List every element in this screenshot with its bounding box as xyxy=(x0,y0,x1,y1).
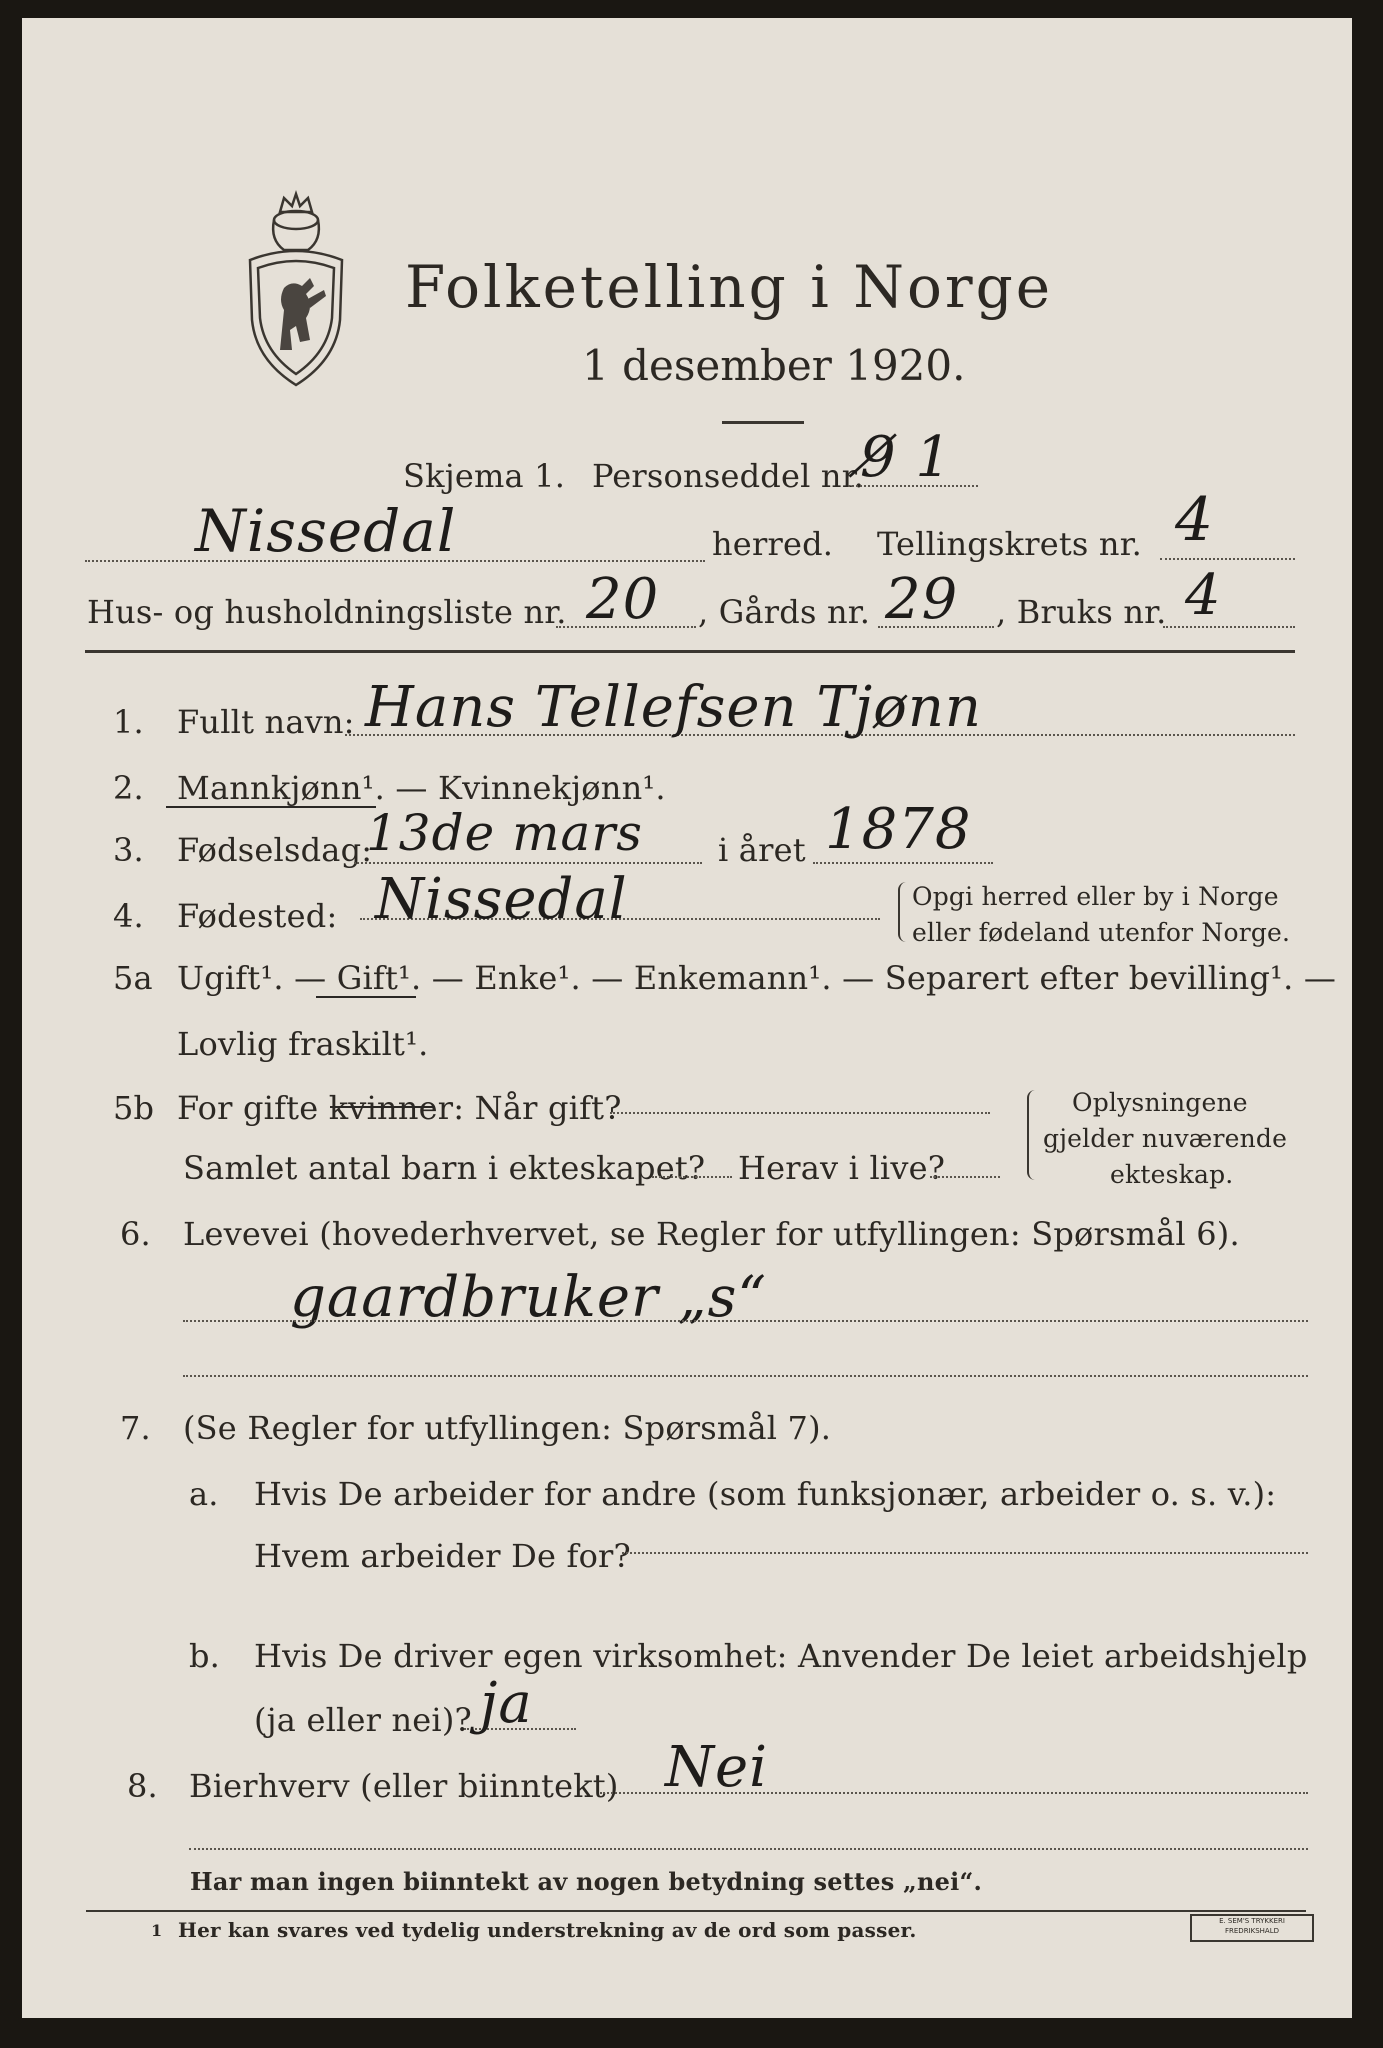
bruks-line[interactable] xyxy=(1163,626,1295,628)
q5b-note-line3: ekteskap. xyxy=(1110,1160,1234,1189)
q4-note-brace xyxy=(898,882,910,942)
q5b-line1: For gifte kvinner: Når gift? xyxy=(177,1089,622,1127)
q7-label: (Se Regler for utfyllingen: Spørsmål 7). xyxy=(183,1409,832,1447)
form-title: Folketelling i Norge xyxy=(405,253,1054,321)
q5b-barn-line[interactable] xyxy=(652,1176,732,1178)
q2-number: 2. xyxy=(113,769,144,807)
q7a-letter: a. xyxy=(189,1475,219,1513)
q4-label: Fødested: xyxy=(177,897,338,935)
q8-label: Bierhverv (eller biinntekt) xyxy=(189,1767,619,1805)
tellingskrets-value: 4 xyxy=(1175,485,1215,555)
q3-day-answer: 13de mars xyxy=(366,804,643,862)
q5b-live-line[interactable] xyxy=(930,1176,1000,1178)
q5b-line2a: Samlet antal barn i ekteskapet? xyxy=(183,1149,706,1187)
q4-note-line2: eller fødeland utenfor Norge. xyxy=(912,918,1291,947)
husholdning-label: Hus- og husholdningsliste nr. xyxy=(87,593,567,631)
q4-note-line1: Opgi herred eller by i Norge xyxy=(912,882,1279,911)
q3-year-line[interactable] xyxy=(813,862,993,864)
footer-divider xyxy=(86,1910,1306,1912)
q7a-line2: Hvem arbeider De for? xyxy=(254,1537,631,1575)
q5a-line2: Lovlig fraskilt¹. xyxy=(177,1025,429,1063)
q5b-note-brace xyxy=(1027,1090,1039,1180)
q2-label: Mannkjønn¹. — Kvinnekjønn¹. xyxy=(177,769,666,807)
q5b-note-line1: Oplysningene xyxy=(1072,1088,1248,1117)
gards-label: , Gårds nr. xyxy=(698,593,871,631)
q5b-number: 5b xyxy=(113,1089,155,1127)
q5a-gift-underline xyxy=(316,996,416,998)
q6-label: Levevei (hovederhvervet, se Regler for utfyllingen: Spørsmål 6). xyxy=(183,1215,1240,1253)
q3-day-line[interactable] xyxy=(354,862,702,864)
q8-number: 8. xyxy=(127,1767,158,1805)
q1-label: Fullt navn: xyxy=(177,703,355,741)
q8-answer: Nei xyxy=(665,1735,769,1800)
tellingskrets-line[interactable] xyxy=(1160,558,1295,560)
q6-number: 6. xyxy=(120,1215,151,1253)
herred-line[interactable] xyxy=(85,560,705,562)
q5b-kvinner-strike xyxy=(330,1106,435,1108)
q4-answer: Nissedal xyxy=(375,867,628,932)
herred-value: Nissedal xyxy=(195,497,457,565)
q2-mannkjonn-underline xyxy=(166,806,376,808)
footnote-marker: 1 xyxy=(151,1921,163,1940)
bruks-value: 4 xyxy=(1185,563,1222,628)
q6-answer: gaardbruker „s“ xyxy=(290,1265,767,1330)
q5a-number: 5a xyxy=(113,959,153,997)
q5b-line2b: Herav i live? xyxy=(738,1149,946,1187)
q1-number: 1. xyxy=(113,703,144,741)
q3-number: 3. xyxy=(113,831,144,869)
q3-label: Fødselsdag: xyxy=(177,831,373,869)
q3-year-label: i året xyxy=(718,831,806,869)
q5b-note-line2: gjelder nuværende xyxy=(1043,1124,1288,1153)
q1-answer: Hans Tellefsen Tjønn xyxy=(365,675,982,740)
gards-value: 29 xyxy=(885,567,959,632)
personseddel-value: 9̸ 1 xyxy=(860,425,953,490)
q7-number: 7. xyxy=(120,1409,151,1447)
q6-line1[interactable] xyxy=(183,1320,1308,1322)
q6-line2[interactable] xyxy=(183,1375,1308,1377)
form-date: 1 desember 1920. xyxy=(582,341,966,390)
q5b-gift-line[interactable] xyxy=(610,1112,990,1114)
q4-number: 4. xyxy=(113,897,144,935)
title-divider xyxy=(722,421,804,424)
husholdning-value: 20 xyxy=(586,567,660,632)
norwegian-coat-of-arms-icon xyxy=(240,190,352,390)
q7b-answer: ja xyxy=(480,1671,533,1736)
q7a-line[interactable] xyxy=(622,1552,1308,1554)
q7b-letter: b. xyxy=(189,1637,221,1675)
q5a-line1: Ugift¹. — Gift¹. — Enke¹. — Enkemann¹. — Separert efter bevilling¹. — xyxy=(177,959,1337,997)
skjema-label: Skjema 1. xyxy=(403,457,566,495)
q8-line2[interactable] xyxy=(189,1848,1308,1850)
herred-label: herred. xyxy=(712,525,834,563)
q7a-line1: Hvis De arbeider for andre (som funksjonær, arbeider o. s. v.): xyxy=(254,1475,1277,1513)
q3-year-answer: 1878 xyxy=(825,797,972,862)
footer-note: Har man ingen biinntekt av nogen betydning settes „nei“. xyxy=(190,1867,983,1896)
printer-stamp: E. SEM'S TRYKKERI FREDRIKSHALD xyxy=(1190,1914,1314,1942)
q7b-line2: (ja eller nei)? xyxy=(254,1701,472,1739)
q7b-line1: Hvis De driver egen virksomhet: Anvender De leiet arbeidshjelp xyxy=(254,1637,1308,1675)
header-divider xyxy=(85,650,1295,653)
footnote-text: Her kan svares ved tydelig understrekning av de ord som passer. xyxy=(178,1918,917,1942)
bruks-label: , Bruks nr. xyxy=(996,593,1167,631)
tellingskrets-label: Tellingskrets nr. xyxy=(877,525,1143,563)
personseddel-label: Personseddel nr. xyxy=(592,457,865,495)
